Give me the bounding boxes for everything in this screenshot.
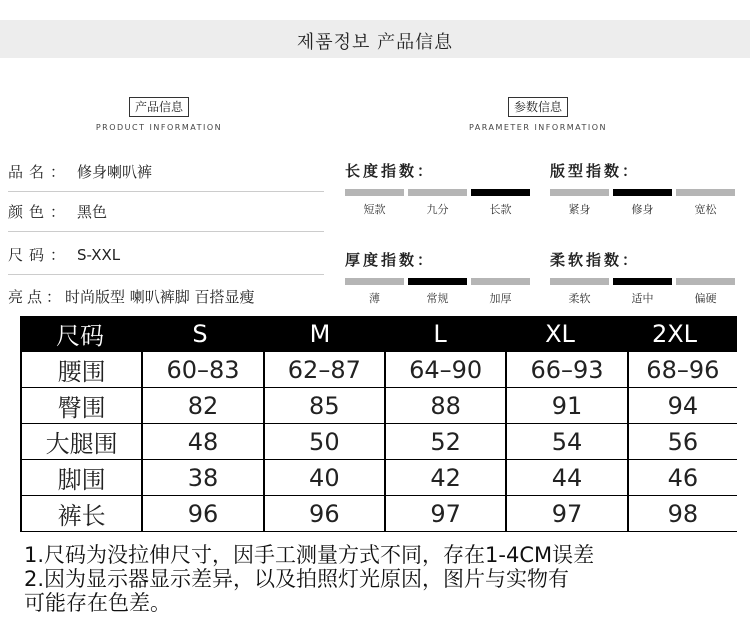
- info-label: 亮点：: [8, 287, 66, 306]
- table-cell: 56: [629, 424, 737, 459]
- meter-bar-selected: [613, 189, 672, 196]
- info-row-highlight: [8, 277, 338, 315]
- row-label: 臀围: [22, 388, 141, 423]
- table-cell: 82: [143, 388, 262, 423]
- product-info-box-label: 产品信息: [129, 97, 189, 117]
- header-cell-l: L: [380, 316, 500, 351]
- info-value: S-XXL: [77, 245, 121, 264]
- table-cell: 85: [265, 388, 384, 423]
- table-cell: 44: [507, 460, 626, 495]
- table-cell: 52: [386, 424, 505, 459]
- table-row: [20, 352, 737, 387]
- meter-bar: [550, 189, 609, 196]
- meter-bar: [345, 189, 404, 196]
- info-row-name: [8, 152, 324, 192]
- table-cell: 40: [265, 460, 384, 495]
- meter-option-label: 长款: [489, 203, 512, 216]
- meter-labels: [345, 290, 530, 306]
- softness-meter: [550, 249, 735, 306]
- meter-option-label: 加厚: [489, 292, 512, 305]
- note-line: 2.因为显示器显示差异，以及拍照灯光原因，图片与实物有: [24, 567, 570, 591]
- table-cell: 94: [629, 388, 737, 423]
- table-cell: 96: [265, 496, 384, 531]
- meter-option-label: 偏硬: [694, 292, 717, 305]
- info-value: 黑色: [77, 203, 108, 221]
- table-cell: 42: [386, 460, 505, 495]
- size-table-header-row: [20, 316, 737, 351]
- thickness-meter: [345, 249, 530, 306]
- header-cell-size: 尺码: [20, 316, 140, 351]
- product-info-heading: [64, 96, 254, 132]
- meter-bars: [550, 278, 735, 285]
- row-label: 裤长: [22, 496, 141, 531]
- meter-labels: [345, 201, 530, 217]
- meter-labels: [550, 290, 735, 306]
- meter-bar-selected: [408, 278, 467, 285]
- parameter-info-heading: [443, 96, 633, 132]
- meter-title: 厚度指数：: [345, 251, 436, 269]
- fit-meter: [550, 160, 735, 217]
- meter-option-label: 宽松: [694, 203, 717, 216]
- meter-option-label: 短款: [363, 203, 386, 216]
- table-cell: 48: [143, 424, 262, 459]
- meter-bar: [345, 278, 404, 285]
- meter-bar: [408, 189, 467, 196]
- info-label: 尺码：: [8, 246, 72, 264]
- info-label: 颜色：: [8, 203, 72, 221]
- meter-bar-selected: [471, 189, 530, 196]
- meter-bar-selected: [613, 278, 672, 285]
- table-cell: 66–93: [507, 352, 626, 387]
- table-cell: 97: [386, 496, 505, 531]
- info-row-size: [8, 235, 324, 275]
- info-value: 时尚版型 喇叭裤脚 百搭显瘦: [65, 287, 255, 306]
- table-cell: 50: [265, 424, 384, 459]
- table-cell: 96: [143, 496, 262, 531]
- note-line: 可能存在色差。: [24, 591, 171, 615]
- info-label: 品名：: [8, 163, 72, 181]
- product-info-subtitle: PRODUCT INFORMATION: [95, 123, 223, 132]
- table-row: [20, 460, 737, 495]
- meter-bars: [550, 189, 735, 196]
- meter-option-label: 薄: [369, 292, 380, 305]
- meter-bar: [676, 278, 735, 285]
- meter-title: 长度指数：: [345, 162, 436, 180]
- row-label: 脚围: [22, 460, 141, 495]
- table-cell: 64–90: [386, 352, 505, 387]
- header-banner: [0, 20, 750, 58]
- table-row: [20, 388, 737, 423]
- meter-option-label: 适中: [631, 292, 654, 305]
- parameter-info-subtitle: PARAMETER INFORMATION: [468, 123, 608, 132]
- table-cell: 88: [386, 388, 505, 423]
- table-row: [20, 496, 737, 531]
- banner-title: 제품정보 产品信息: [296, 32, 454, 53]
- table-cell: 38: [143, 460, 262, 495]
- table-cell: 62–87: [265, 352, 384, 387]
- meter-option-label: 紧身: [568, 203, 591, 216]
- header-cell-2xl: 2XL: [620, 316, 729, 351]
- size-table: [20, 316, 737, 532]
- meter-bar: [676, 189, 735, 196]
- meter-title: 柔软指数：: [550, 251, 641, 269]
- info-row-color: [8, 192, 324, 232]
- notes: [24, 543, 734, 615]
- meter-option-label: 常规: [426, 292, 449, 305]
- meter-bar: [471, 278, 530, 285]
- meter-bar: [550, 278, 609, 285]
- table-row: [20, 424, 737, 459]
- info-value: 修身喇叭裤: [77, 163, 153, 181]
- meter-bars: [345, 278, 530, 285]
- row-label: 腰围: [22, 352, 141, 387]
- table-cell: 97: [507, 496, 626, 531]
- header-cell-xl: XL: [500, 316, 620, 351]
- note-line: 1.尺码为没拉伸尺寸，因手工测量方式不同，存在1-4CM误差: [24, 543, 595, 567]
- meter-option-label: 修身: [631, 203, 654, 216]
- meter-option-label: 柔软: [568, 292, 591, 305]
- parameter-info-box-label: 参数信息: [508, 97, 568, 117]
- table-cell: 60–83: [143, 352, 262, 387]
- row-label: 大腿围: [22, 424, 141, 459]
- meter-title: 版型指数：: [550, 162, 641, 180]
- table-cell: 91: [507, 388, 626, 423]
- meter-option-label: 九分: [426, 203, 449, 216]
- meter-bars: [345, 189, 530, 196]
- header-cell-m: M: [260, 316, 380, 351]
- length-meter: [345, 160, 530, 217]
- table-cell: 98: [629, 496, 737, 531]
- table-cell: 46: [629, 460, 737, 495]
- meter-labels: [550, 201, 735, 217]
- table-cell: 54: [507, 424, 626, 459]
- header-cell-s: S: [140, 316, 260, 351]
- table-cell: 68–96: [629, 352, 737, 387]
